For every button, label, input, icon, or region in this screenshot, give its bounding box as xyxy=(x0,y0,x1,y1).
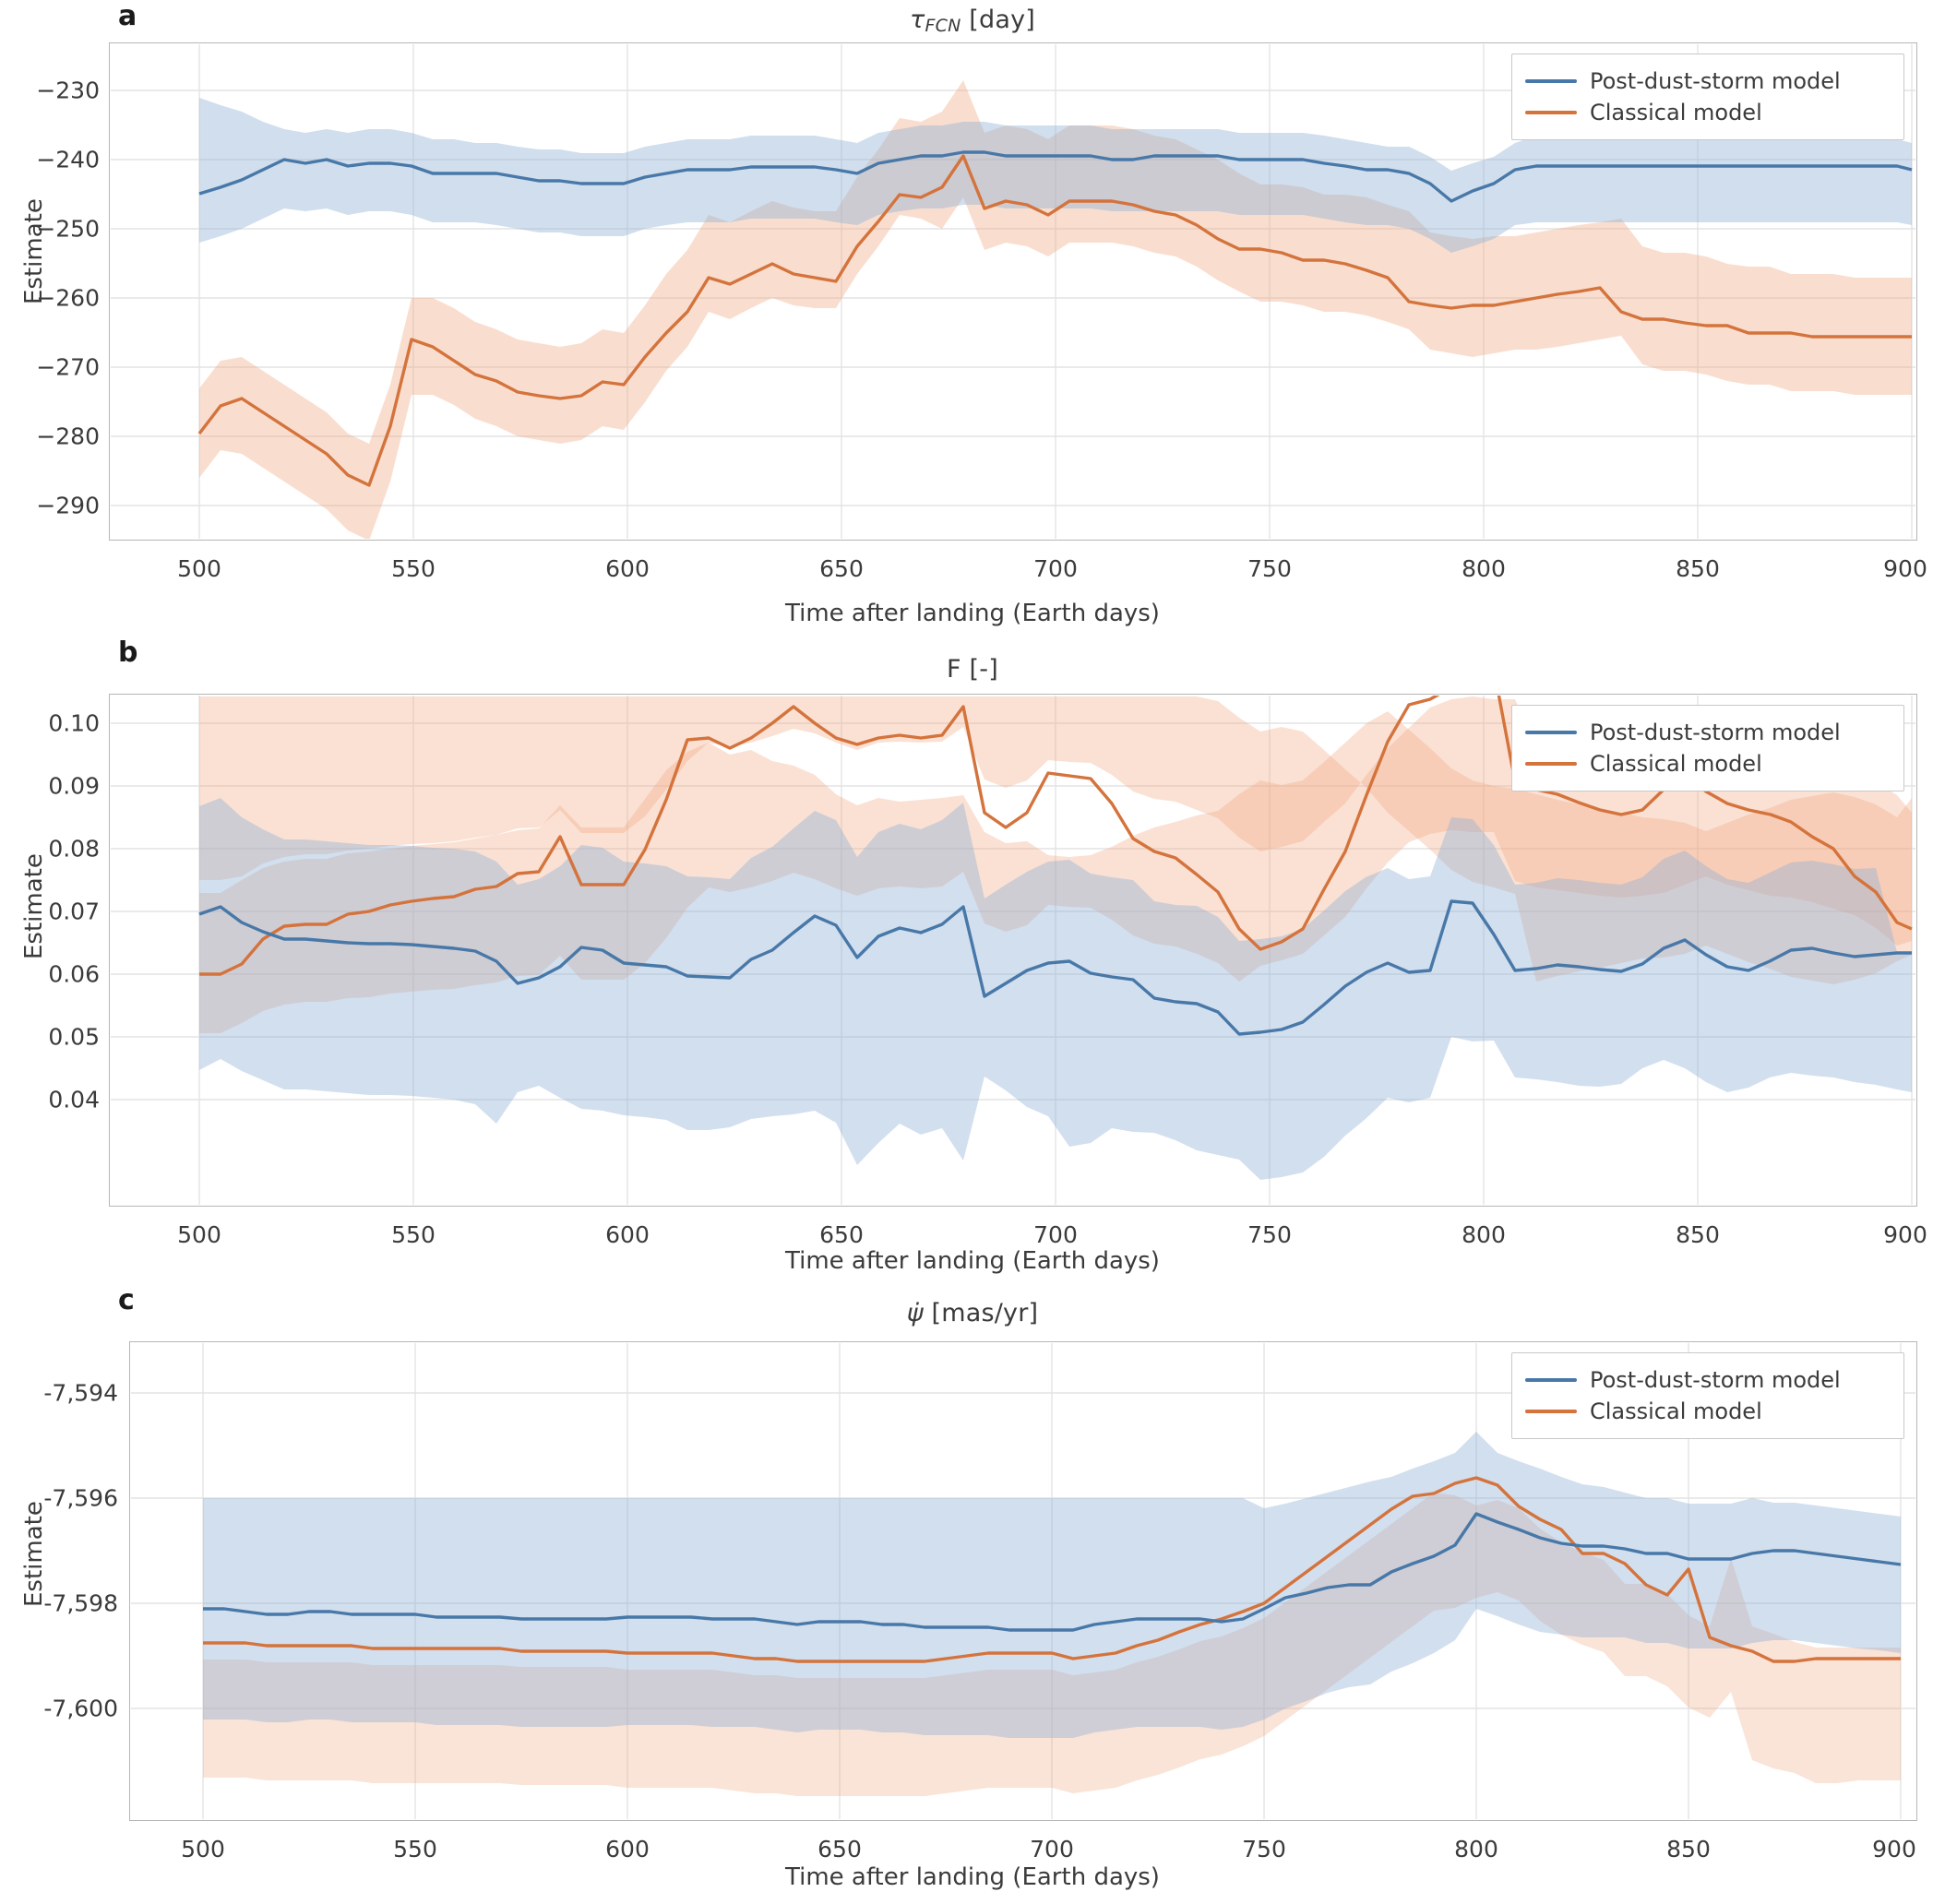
panel-c-xtick-6: 800 xyxy=(1454,1836,1498,1862)
panel-b-title: F [-] xyxy=(947,655,998,684)
panel-c-xtick-2: 600 xyxy=(605,1836,650,1862)
panel-c xyxy=(0,1284,1945,1904)
legend-swatch-blue xyxy=(1525,731,1577,734)
panel-b-ytick-5: 0.05 xyxy=(48,1023,100,1051)
panel-b-ytick-0: 0.10 xyxy=(48,709,100,737)
panel-c-plot xyxy=(43,1341,1917,1862)
panel-c-xtick-7: 850 xyxy=(1666,1836,1711,1862)
panel-c-xtick-0: 500 xyxy=(181,1836,225,1862)
panel-a-letter: a xyxy=(118,0,137,32)
panel-b xyxy=(0,637,1945,1282)
panel-b-xtick-6: 800 xyxy=(1462,1221,1506,1248)
panel-a-xtick-1: 550 xyxy=(391,555,436,582)
panel-a-ytick-0: −230 xyxy=(36,77,100,104)
panel-b-plot xyxy=(48,694,1927,1248)
legend-item-classical xyxy=(1525,97,1887,128)
panel-b-xtick-3: 650 xyxy=(819,1221,864,1248)
panel-c-xtick-4: 700 xyxy=(1030,1836,1074,1862)
panel-b-ytick-6: 0.04 xyxy=(48,1086,100,1113)
panel-a-xtick-0: 500 xyxy=(177,555,221,582)
panel-a-ytick-3: −260 xyxy=(36,284,100,312)
legend-swatch-orange xyxy=(1525,111,1577,114)
panel-c-legend xyxy=(1511,1352,1904,1439)
panel-b-xtick-5: 750 xyxy=(1247,1221,1292,1248)
panel-b-ytick-1: 0.09 xyxy=(48,772,100,800)
legend-label-classical: Classical model xyxy=(1590,100,1762,125)
panel-c-ytick-1: -7,596 xyxy=(43,1484,118,1512)
panel-a-ylabel: Estimate xyxy=(20,198,48,304)
panel-c-xtick-1: 550 xyxy=(393,1836,437,1862)
legend-label-classical: Classical model xyxy=(1590,751,1762,777)
panel-c-title: ψ̇ [mas/yr] xyxy=(906,1299,1039,1327)
legend-swatch-blue xyxy=(1525,1378,1577,1382)
panel-a-ytick-5: −280 xyxy=(36,422,100,450)
panel-a-ytick-2: −250 xyxy=(36,215,100,243)
panel-c-xtick-3: 650 xyxy=(817,1836,862,1862)
panel-a-legend xyxy=(1511,54,1904,140)
legend-label-post-dust-storm: Post-dust-storm model xyxy=(1590,68,1841,94)
legend-label-classical: Classical model xyxy=(1590,1398,1762,1424)
panel-a-ytick-4: −270 xyxy=(36,353,100,381)
panel-b-xtick-7: 850 xyxy=(1676,1221,1720,1248)
panel-a-xtick-8: 900 xyxy=(1883,555,1927,582)
panel-b-xtick-4: 700 xyxy=(1033,1221,1078,1248)
panel-c-ytick-2: -7,598 xyxy=(43,1589,118,1617)
panel-b-ytick-3: 0.07 xyxy=(48,898,100,925)
panel-b-ylabel: Estimate xyxy=(20,853,48,959)
panel-c-ytick-3: -7,600 xyxy=(43,1695,118,1722)
panel-c-ytick-0: -7,594 xyxy=(43,1379,118,1407)
legend-swatch-orange xyxy=(1525,1410,1577,1413)
panel-a xyxy=(0,0,1945,635)
legend-label-post-dust-storm: Post-dust-storm model xyxy=(1590,720,1841,745)
legend-swatch-orange xyxy=(1525,762,1577,766)
panel-a-xtick-6: 800 xyxy=(1462,555,1506,582)
panel-c-xtick-8: 900 xyxy=(1872,1836,1916,1862)
panel-b-letter: b xyxy=(118,637,138,669)
legend-item-classical xyxy=(1525,1396,1887,1427)
panel-a-xtick-2: 600 xyxy=(605,555,650,582)
legend-item-classical xyxy=(1525,748,1887,779)
panel-c-ylabel: Estimate xyxy=(20,1501,48,1607)
legend-swatch-blue xyxy=(1525,79,1577,83)
panel-a-xtick-4: 700 xyxy=(1033,555,1078,582)
legend-item-post-dust-storm xyxy=(1525,1364,1887,1396)
panel-a-ytick-6: −290 xyxy=(36,492,100,519)
panel-b-xtick-1: 550 xyxy=(391,1221,436,1248)
panel-a-xtick-7: 850 xyxy=(1676,555,1720,582)
panel-b-xtick-8: 900 xyxy=(1883,1221,1927,1248)
panel-a-xlabel: Time after landing (Earth days) xyxy=(785,600,1160,627)
panel-c-letter: c xyxy=(118,1284,135,1316)
panel-a-title: $\tau_{FCN}$ [day] xyxy=(910,6,1035,36)
panel-b-xtick-0: 500 xyxy=(177,1221,221,1248)
panel-c-xlabel: Time after landing (Earth days) xyxy=(785,1863,1160,1891)
panel-a-ytick-1: −240 xyxy=(36,146,100,173)
legend-item-post-dust-storm xyxy=(1525,717,1887,748)
panel-b-ytick-2: 0.08 xyxy=(48,835,100,863)
legend-label-post-dust-storm: Post-dust-storm model xyxy=(1590,1367,1841,1393)
panel-b-ytick-4: 0.06 xyxy=(48,960,100,988)
panel-c-xtick-5: 750 xyxy=(1242,1836,1286,1862)
panel-b-legend xyxy=(1511,705,1904,791)
panel-a-xtick-3: 650 xyxy=(819,555,864,582)
panel-a-xtick-5: 750 xyxy=(1247,555,1292,582)
legend-item-post-dust-storm xyxy=(1525,65,1887,97)
panel-b-xtick-2: 600 xyxy=(605,1221,650,1248)
panel-b-xlabel: Time after landing (Earth days) xyxy=(785,1247,1160,1275)
panel-a-plot xyxy=(36,42,1927,582)
